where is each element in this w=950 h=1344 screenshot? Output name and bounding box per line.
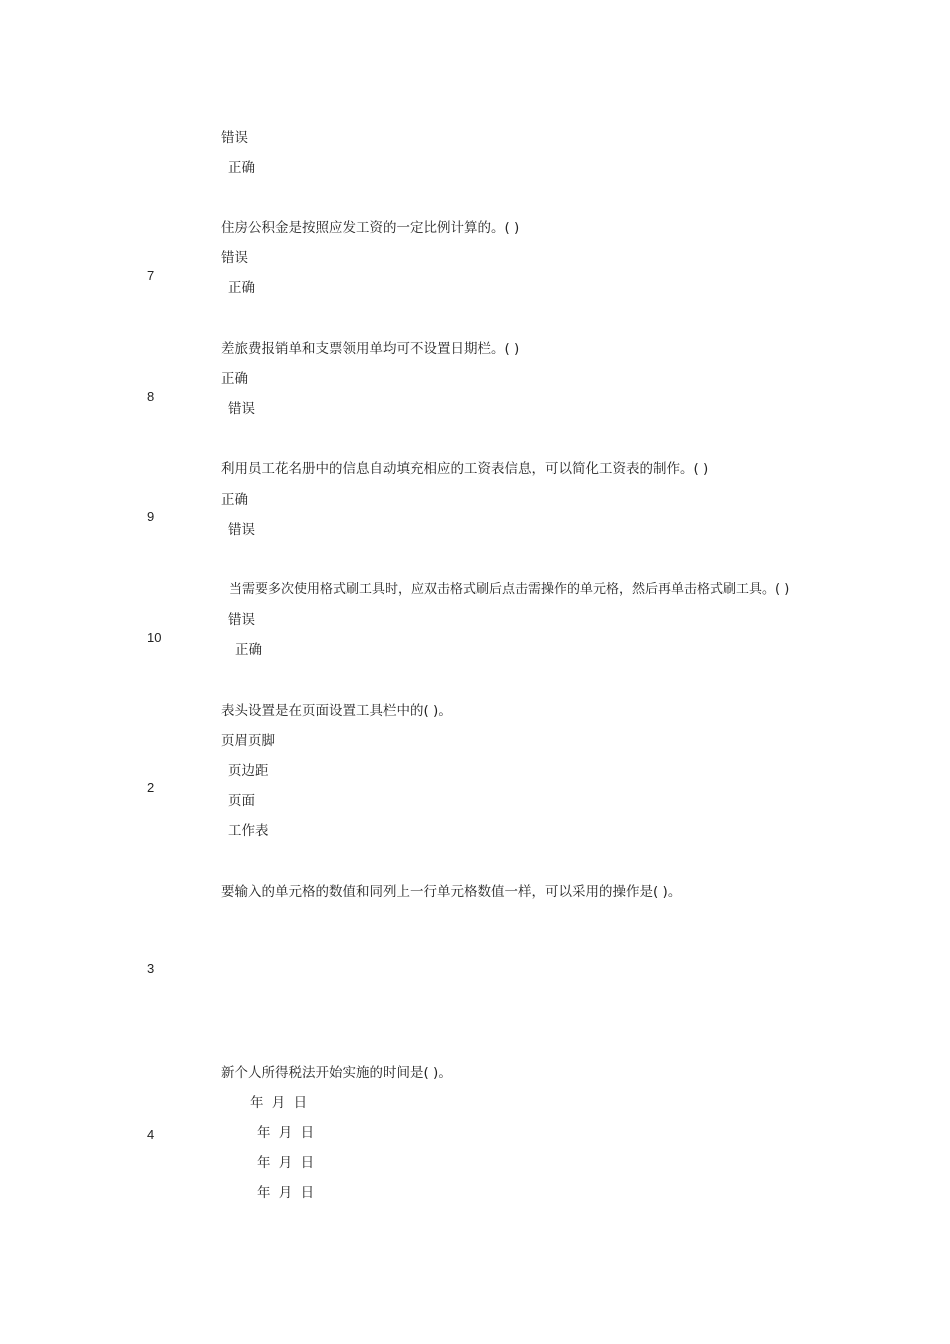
option-label: 错误 [228,522,255,538]
option-label: 正确 [228,160,255,176]
option-label: 错误 [221,130,248,146]
question-number: 10 [147,630,162,645]
option-label: 正确 [221,371,248,387]
option-label: 页面 [228,793,255,809]
option-label: 错误 [228,612,255,628]
question-number: 4 [147,1127,155,1142]
option-label: 正确 [221,492,248,508]
option-label: 错误 [221,250,248,266]
question-text: 表头设置是在页面设置工具栏中的( )。 [221,703,452,719]
option-label: 页边距 [228,763,269,779]
option-label: 工作表 [228,823,269,839]
question-text: 差旅费报销单和支票领用单均可不设置日期栏。( ) [221,341,520,357]
option-label: 年 月 日 [257,1185,315,1201]
question-number: 7 [147,268,155,283]
option-label: 年 月 日 [257,1125,315,1141]
question-number: 8 [147,389,155,404]
question-number: 9 [147,509,155,524]
question-text: 新个人所得税法开始实施的时间是( )。 [221,1065,452,1081]
question-text: 当需要多次使用格式刷工具时，应双击格式刷后点击需操作的单元格，然后再单击格式刷工具。( ) [229,582,790,597]
option-label: 正确 [235,642,262,658]
question-text: 利用员工花名册中的信息自动填充相应的工资表信息，可以简化工资表的制作。( ) [221,461,709,477]
option-label: 年 月 日 [250,1095,308,1111]
question-text: 要输入的单元格的数值和同列上一行单元格数值一样，可以采用的操作是( )。 [221,884,682,900]
question-text: 住房公积金是按照应发工资的一定比例计算的。( ) [221,220,520,236]
option-label: 正确 [228,280,255,296]
option-label: 页眉页脚 [221,733,275,749]
question-number: 2 [147,780,155,795]
option-label: 年 月 日 [257,1155,315,1171]
option-label: 错误 [228,401,255,417]
question-number: 3 [147,961,155,976]
